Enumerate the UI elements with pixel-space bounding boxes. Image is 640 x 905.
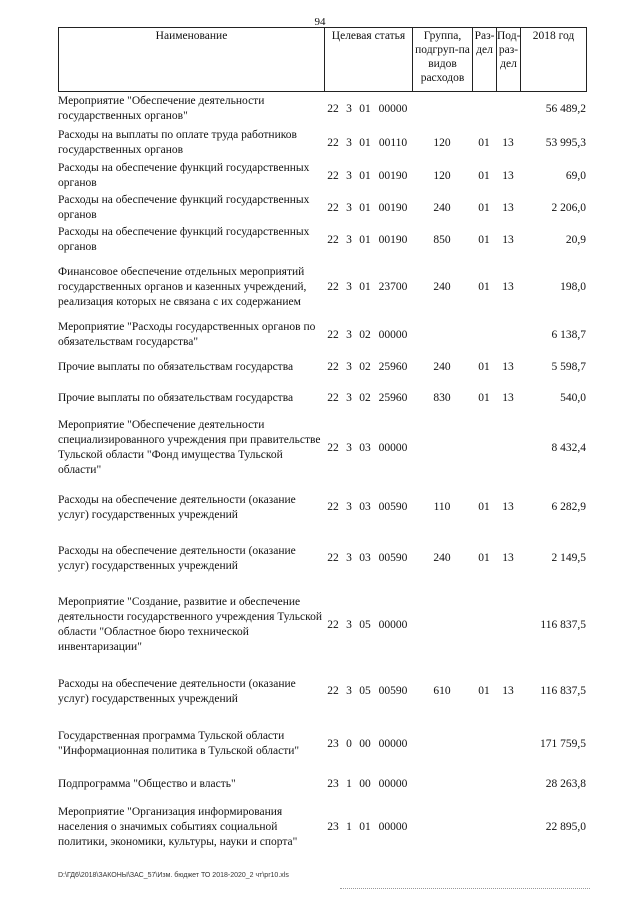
row-razdel xyxy=(472,771,496,797)
row-razdel xyxy=(472,92,496,126)
row-amount: 20,9 xyxy=(565,233,586,246)
table-row xyxy=(58,717,586,771)
table-row xyxy=(58,666,586,717)
row-direction: 00000 xyxy=(378,328,408,341)
row-measure: 02 xyxy=(359,361,371,373)
table-row xyxy=(58,584,586,666)
table-row xyxy=(58,414,586,482)
row-subprogram: 0 xyxy=(346,737,352,750)
row-subprogram: 1 xyxy=(346,820,352,833)
row-direction: 23700 xyxy=(378,280,408,293)
row-podrazdel: 13 xyxy=(502,501,514,513)
row-direction: 00590 xyxy=(378,501,408,513)
row-group xyxy=(412,771,472,797)
row-subprogram: 3 xyxy=(346,136,352,149)
row-subprogram: 3 xyxy=(346,233,352,246)
row-name: Мероприятие "Обеспечение деятельности специализированного учреждения при правительстве Тульской области "Фонд имущества Тульской области" xyxy=(58,419,321,476)
row-direction: 00190 xyxy=(378,169,408,182)
row-name: Подпрограмма "Общество и власть" xyxy=(58,777,236,790)
row-measure: 01 xyxy=(359,820,371,833)
row-measure: 00 xyxy=(359,777,371,790)
row-amount: 6 282,9 xyxy=(551,501,586,513)
row-amount: 2 206,0 xyxy=(551,201,586,214)
row-name: Расходы на обеспечение функций государственных органов xyxy=(58,194,310,221)
row-subprogram: 3 xyxy=(346,685,352,697)
row-measure: 05 xyxy=(359,618,371,631)
row-podrazdel: 13 xyxy=(502,685,514,697)
row-razdel: 01 xyxy=(478,233,490,246)
header-group: Группа, подгруп-па видов расходов xyxy=(413,28,473,92)
table-row xyxy=(58,160,586,192)
row-direction: 00590 xyxy=(378,552,408,564)
header-target: Целевая статья xyxy=(325,28,413,92)
row-name: Расходы на обеспечение функций государственных органов xyxy=(58,226,310,253)
budget-table xyxy=(58,92,586,857)
row-amount: 6 138,7 xyxy=(551,328,586,341)
row-measure: 03 xyxy=(359,441,371,454)
row-group: 240 xyxy=(433,361,451,373)
header-razdel: Раз-дел xyxy=(473,28,497,92)
row-program: 22 xyxy=(327,392,339,404)
row-program: 22 xyxy=(327,280,339,293)
row-name: Расходы на обеспечение деятельности (оказание услуг) государственных учреждений xyxy=(58,544,296,572)
row-measure: 00 xyxy=(359,737,371,750)
row-podrazdel xyxy=(496,584,520,666)
row-podrazdel: 13 xyxy=(502,169,514,182)
row-podrazdel: 13 xyxy=(502,392,514,404)
row-podrazdel xyxy=(496,717,520,771)
row-name: Расходы на выплаты по оплате труда работников государственных органов xyxy=(58,129,297,156)
row-name: Расходы на обеспечение функций государственных органов xyxy=(58,162,310,189)
row-name: Мероприятие "Создание, развитие и обеспечение деятельности государственного учреждения Тульской области "Областное бюро технической инвентаризации" xyxy=(58,596,323,653)
row-subprogram: 3 xyxy=(346,441,352,454)
row-podrazdel xyxy=(496,771,520,797)
row-program: 22 xyxy=(327,233,339,246)
row-program: 22 xyxy=(327,552,339,564)
scan-artifact xyxy=(340,888,590,889)
row-direction: 25960 xyxy=(378,361,408,373)
row-group xyxy=(412,717,472,771)
row-program: 22 xyxy=(327,136,339,149)
row-amount: 8 432,4 xyxy=(551,441,586,454)
row-program: 22 xyxy=(327,441,339,454)
row-group: 850 xyxy=(433,233,451,246)
row-amount: 116 837,5 xyxy=(540,618,586,631)
row-podrazdel: 13 xyxy=(502,280,514,293)
row-program: 22 xyxy=(327,102,339,115)
row-group xyxy=(412,584,472,666)
table-row xyxy=(58,92,586,126)
row-amount: 198,0 xyxy=(560,280,586,293)
row-subprogram: 1 xyxy=(346,777,352,790)
row-direction: 00590 xyxy=(378,685,408,697)
row-podrazdel xyxy=(496,318,520,352)
row-program: 22 xyxy=(327,361,339,373)
row-name: Мероприятие "Организация информирования населения о значимых событиях социальной политики, экономики, культуры, науки и спорта" xyxy=(58,805,298,848)
row-program: 22 xyxy=(327,685,339,697)
row-direction: 00000 xyxy=(378,102,408,115)
row-program: 22 xyxy=(327,501,339,513)
table-row xyxy=(58,797,586,857)
row-subprogram: 3 xyxy=(346,169,352,182)
header-podrazdel: Под-раз-дел xyxy=(497,28,521,92)
row-razdel: 01 xyxy=(478,552,490,564)
table-row xyxy=(58,318,586,352)
row-subprogram: 3 xyxy=(346,618,352,631)
row-group: 120 xyxy=(433,169,451,182)
row-group: 240 xyxy=(433,280,451,293)
row-name: Мероприятие "Обеспечение деятельности государственных органов" xyxy=(58,95,265,122)
row-direction: 00000 xyxy=(378,618,408,631)
row-subprogram: 3 xyxy=(346,328,352,341)
row-measure: 03 xyxy=(359,552,371,564)
row-group: 610 xyxy=(433,685,451,697)
row-measure: 01 xyxy=(359,136,371,149)
header-name: Наименование xyxy=(59,28,325,92)
row-podrazdel: 13 xyxy=(502,233,514,246)
row-program: 22 xyxy=(327,328,339,341)
row-direction: 00110 xyxy=(378,136,408,149)
table-row xyxy=(58,482,586,533)
row-group xyxy=(412,318,472,352)
row-subprogram: 3 xyxy=(346,392,352,404)
row-razdel: 01 xyxy=(478,501,490,513)
row-group: 240 xyxy=(433,552,451,564)
row-measure: 01 xyxy=(359,201,371,214)
row-amount: 56 489,2 xyxy=(545,102,586,115)
row-group: 830 xyxy=(433,392,451,404)
row-name: Финансовое обеспечение отдельных мероприятий государственных органов и казенных учреждений, реализация которых не связана с их содержанием xyxy=(58,265,307,308)
row-razdel xyxy=(472,318,496,352)
row-program: 22 xyxy=(327,169,339,182)
row-name: Прочие выплаты по обязательствам государства xyxy=(58,392,294,404)
row-razdel: 01 xyxy=(478,361,490,373)
row-subprogram: 3 xyxy=(346,361,352,373)
table-row xyxy=(58,352,586,383)
row-measure: 01 xyxy=(359,169,371,182)
row-group: 110 xyxy=(433,501,451,513)
row-measure: 01 xyxy=(359,233,371,246)
row-razdel: 01 xyxy=(478,169,490,182)
row-direction: 25960 xyxy=(378,392,408,404)
row-name: Государственная программа Тульской области "Информационная политика в Тульской области" xyxy=(58,730,300,757)
row-measure: 05 xyxy=(359,685,371,697)
row-group xyxy=(412,92,472,126)
row-subprogram: 3 xyxy=(346,280,352,293)
row-podrazdel xyxy=(496,92,520,126)
row-program: 23 xyxy=(327,777,339,790)
row-name: Мероприятие "Расходы государственных органов по обязательствам государства" xyxy=(58,321,316,348)
row-amount: 53 995,3 xyxy=(545,136,586,149)
row-amount: 69,0 xyxy=(565,169,586,182)
row-subprogram: 3 xyxy=(346,501,352,513)
row-podrazdel xyxy=(496,414,520,482)
row-razdel: 01 xyxy=(478,201,490,214)
row-program: 23 xyxy=(327,737,339,750)
row-group xyxy=(412,414,472,482)
row-group xyxy=(412,797,472,857)
row-direction: 00000 xyxy=(378,441,408,454)
row-subprogram: 3 xyxy=(346,102,352,115)
table-row xyxy=(58,126,586,160)
row-podrazdel xyxy=(496,797,520,857)
row-program: 22 xyxy=(327,201,339,214)
row-name: Расходы на обеспечение деятельности (оказание услуг) государственных учреждений xyxy=(58,493,296,521)
row-razdel xyxy=(472,414,496,482)
row-direction: 00000 xyxy=(378,820,408,833)
table-header xyxy=(58,27,587,92)
table-row xyxy=(58,192,586,224)
row-name: Расходы на обеспечение деятельности (оказание услуг) государственных учреждений xyxy=(58,677,296,705)
row-direction: 00190 xyxy=(378,233,408,246)
page-number: 94 xyxy=(314,16,326,28)
row-razdel xyxy=(472,584,496,666)
row-group: 240 xyxy=(433,201,451,214)
row-amount: 116 837,5 xyxy=(540,685,586,697)
row-amount: 22 895,0 xyxy=(545,820,586,833)
file-path-footer: D:\ГД6\2018\ЗАКОНЫ\ЗАС_57\Изм. бюджет ТО 2018-2020_2 чт\pr10.xls xyxy=(58,872,289,879)
header-year: 2018 год xyxy=(521,28,587,92)
row-razdel: 01 xyxy=(478,685,490,697)
row-measure: 01 xyxy=(359,280,371,293)
row-measure: 01 xyxy=(359,102,371,115)
row-program: 23 xyxy=(327,820,339,833)
row-razdel: 01 xyxy=(478,136,490,149)
row-direction: 00000 xyxy=(378,777,408,790)
table-row xyxy=(58,224,586,256)
row-amount: 2 149,5 xyxy=(551,552,586,564)
row-group: 120 xyxy=(433,136,451,149)
row-measure: 02 xyxy=(359,328,371,341)
row-subprogram: 3 xyxy=(346,201,352,214)
row-razdel xyxy=(472,797,496,857)
row-razdel xyxy=(472,717,496,771)
row-name: Прочие выплаты по обязательствам государства xyxy=(58,361,294,373)
row-amount: 5 598,7 xyxy=(551,361,586,373)
row-razdel: 01 xyxy=(478,280,490,293)
row-direction: 00000 xyxy=(378,737,408,750)
row-measure: 02 xyxy=(359,392,371,404)
row-podrazdel: 13 xyxy=(502,136,514,149)
row-program: 22 xyxy=(327,618,339,631)
row-amount: 540,0 xyxy=(560,392,586,404)
row-direction: 00190 xyxy=(378,201,408,214)
row-podrazdel: 13 xyxy=(502,201,514,214)
row-amount: 28 263,8 xyxy=(545,777,586,790)
row-podrazdel: 13 xyxy=(502,361,514,373)
table-row xyxy=(58,771,586,797)
table-row xyxy=(58,533,586,584)
table-row xyxy=(58,383,586,414)
row-razdel: 01 xyxy=(478,392,490,404)
row-podrazdel: 13 xyxy=(502,552,514,564)
row-amount: 171 759,5 xyxy=(540,737,586,750)
row-measure: 03 xyxy=(359,501,371,513)
table-row xyxy=(58,256,586,318)
row-subprogram: 3 xyxy=(346,552,352,564)
